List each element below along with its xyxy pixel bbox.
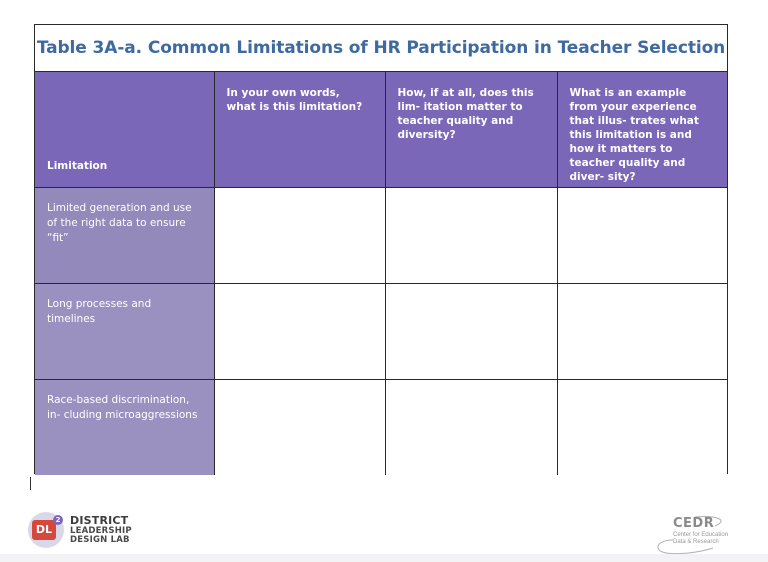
- header-own-words: In your own words, what is this limitation?: [214, 72, 385, 187]
- cedr-logo-sub1: Center for Education: [673, 532, 729, 538]
- table-title-bar: [35, 25, 727, 72]
- page-bottom-strip: [0, 554, 768, 562]
- dl-logo-line3: DESIGN LAB: [70, 535, 130, 545]
- header-matter: How, if at all, does this lim- itation matter to teacher quality and diversity?: [385, 72, 557, 187]
- matter-cell[interactable]: [385, 283, 557, 379]
- dl-logo-mark: [28, 512, 64, 548]
- cedr-logo-name: CEDR: [673, 516, 715, 531]
- dl-logo-superscript: 2: [53, 515, 63, 525]
- limitation-cell: Limited generation and use of the right data to ensure “fit”: [35, 187, 214, 283]
- example-cell[interactable]: [557, 187, 727, 283]
- matter-cell[interactable]: [385, 187, 557, 283]
- table-row: [35, 379, 727, 475]
- header-limitation: Limitation: [35, 72, 214, 187]
- dl-logo-letters: DL: [32, 520, 56, 540]
- matter-cell[interactable]: [385, 379, 557, 475]
- limitations-grid: [35, 72, 727, 475]
- header-row: [35, 72, 727, 187]
- example-cell[interactable]: [557, 283, 727, 379]
- dl-logo-line1: DISTRICT: [70, 513, 129, 527]
- table-row: [35, 283, 727, 379]
- example-cell[interactable]: [557, 379, 727, 475]
- own-words-cell[interactable]: [214, 187, 385, 283]
- text-cursor: [30, 477, 31, 490]
- table-title: Table 3A-a. Common Limitations of HR Participation in Teacher Selection: [36, 38, 726, 58]
- own-words-cell[interactable]: [214, 379, 385, 475]
- cedr-logo: [655, 514, 735, 554]
- district-leadership-design-lab-logo: [28, 512, 132, 548]
- dl-logo-line2: LEADERSHIP: [70, 525, 132, 536]
- header-example: What is an example from your experience that illus- trates what this limitation is and how it matters to teacher quality and diver- sity?: [557, 72, 727, 187]
- dl-logo-text: [70, 515, 132, 546]
- cedr-logo-sub2: Data & Research: [673, 539, 719, 545]
- table-row: [35, 187, 727, 283]
- own-words-cell[interactable]: [214, 283, 385, 379]
- limitations-table: [34, 24, 728, 474]
- cedr-logo-subtitle: [673, 532, 743, 546]
- limitation-cell: Long processes and timelines: [35, 283, 214, 379]
- limitation-cell: Race-based discrimination, in- cluding microaggressions: [35, 379, 214, 475]
